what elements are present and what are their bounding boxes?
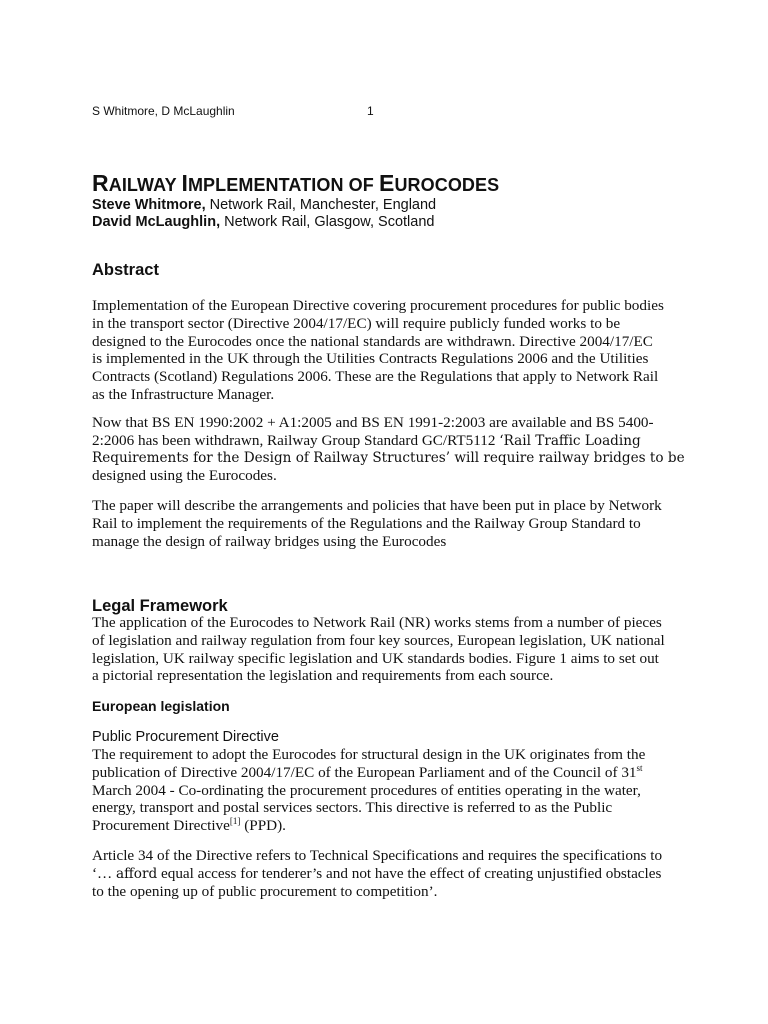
text-line: energy, transport and postal services sectors. This directive is referred to as the Public xyxy=(92,799,613,817)
text-line xyxy=(92,764,682,782)
text-line xyxy=(92,817,682,835)
text-line: March 2004 - Co-ordinating the procurement procedures of entities operating in the water, xyxy=(92,781,641,799)
text-line: Contracts (Scotland) Regulations 2006. These are the Regulations that apply to Network Rail xyxy=(92,368,659,386)
text-line: designed using the Eurocodes. xyxy=(92,467,277,485)
text-line: in the transport sector (Directive 2004/17/EC) will require publicly funded works to be xyxy=(92,314,621,332)
standard-title-run: ‘Rail Traffic Loading xyxy=(499,432,641,449)
text-run: publication of Directive 2004/17/EC of the European Parliament and of the Council of 31 xyxy=(92,763,637,781)
title-initial-e: E xyxy=(378,170,395,196)
abstract-paragraph-2 xyxy=(92,414,685,485)
ppd-paragraph-2 xyxy=(92,847,682,900)
text-line: as the Infrastructure Manager. xyxy=(92,385,275,403)
text-line: Implementation of the European Directive covering procurement procedures for public bodies xyxy=(92,297,664,314)
text-line: of legislation and railway regulation from four key sources, European legislation, UK national xyxy=(92,631,665,649)
text-line: The application of the Eurocodes to Network Rail (NR) works stems from a number of pieces xyxy=(92,614,662,631)
running-header: S Whitmore, D McLaughlin xyxy=(92,104,235,118)
author-line-2 xyxy=(92,214,434,230)
text-line xyxy=(92,432,682,450)
text-line: legislation, UK railway specific legislation and UK standards bodies. Figure 1 aims to set out xyxy=(92,649,659,667)
text-run: 2:2006 has been withdrawn, Railway Group Standard GC/RT5112 xyxy=(92,431,500,449)
title-initial-r: R xyxy=(92,170,109,196)
standard-title-line: Requirements for the Design of Railway Structures’ will require railway bridges to be xyxy=(92,449,685,466)
author-line-1 xyxy=(92,197,436,213)
author-affiliation: Network Rail, Manchester, England xyxy=(205,197,437,213)
title-part-ailway: AILWAY xyxy=(108,175,182,195)
text-line: Now that BS EN 1990:2002 + A1:2005 and BS EN 1991-2:2003 are available and BS 5400- xyxy=(92,414,654,431)
text-run: Procurement Directive xyxy=(92,817,230,835)
page-number: 1 xyxy=(367,104,374,118)
text-run: equal access for tenderer’s and not have the effect of creating unjustified obstacles xyxy=(157,864,662,882)
title-initial-i: I xyxy=(181,170,188,196)
text-line: The requirement to adopt the Eurocodes for structural design in the UK originates from the xyxy=(92,746,646,763)
abstract-paragraph-1 xyxy=(92,297,682,404)
ppd-paragraph-1 xyxy=(92,746,682,835)
title-part-urocodes: UROCODES xyxy=(394,175,500,195)
text-line: Rail to implement the requirements of the Regulations and the Railway Group Standard to xyxy=(92,514,641,532)
text-run: ‘… xyxy=(92,864,117,882)
text-line: to the opening up of public procurement to competition’. xyxy=(92,882,438,900)
text-line: The paper will describe the arrangements and policies that have been put in place by Network xyxy=(92,497,662,514)
text-line: Article 34 of the Directive refers to Technical Specifications and requires the specifications to xyxy=(92,847,663,864)
author-name: David McLaughlin, xyxy=(92,214,221,230)
text-line xyxy=(92,865,682,883)
author-affiliation: Network Rail, Glasgow, Scotland xyxy=(220,214,435,230)
text-line: a pictorial representation the legislation and requirements from each source. xyxy=(92,667,554,685)
ordinal-superscript: st xyxy=(636,762,643,773)
text-run-afford: afford xyxy=(116,865,158,882)
text-line: designed to the Eurocodes once the national standards are withdrawn. Directive 2004/17/EC xyxy=(92,332,653,350)
text-line: is implemented in the UK through the Utilities Contracts Regulations 2006 and the Utilities xyxy=(92,350,649,368)
text-run: (PPD). xyxy=(240,817,286,835)
paper-title xyxy=(92,170,499,197)
title-part-mplementation: MPLEMENTATION OF xyxy=(187,175,379,195)
abstract-paragraph-3 xyxy=(92,497,682,550)
abstract-heading: Abstract xyxy=(92,261,159,279)
legal-framework-heading: Legal Framework xyxy=(92,597,228,615)
ppd-heading: Public Procurement Directive xyxy=(92,729,279,745)
reference-superscript: [1] xyxy=(229,816,241,827)
text-line: manage the design of railway bridges using the Eurocodes xyxy=(92,532,447,550)
author-name: Steve Whitmore, xyxy=(92,197,206,213)
legal-paragraph-1 xyxy=(92,614,682,685)
european-legislation-heading: European legislation xyxy=(92,698,230,714)
